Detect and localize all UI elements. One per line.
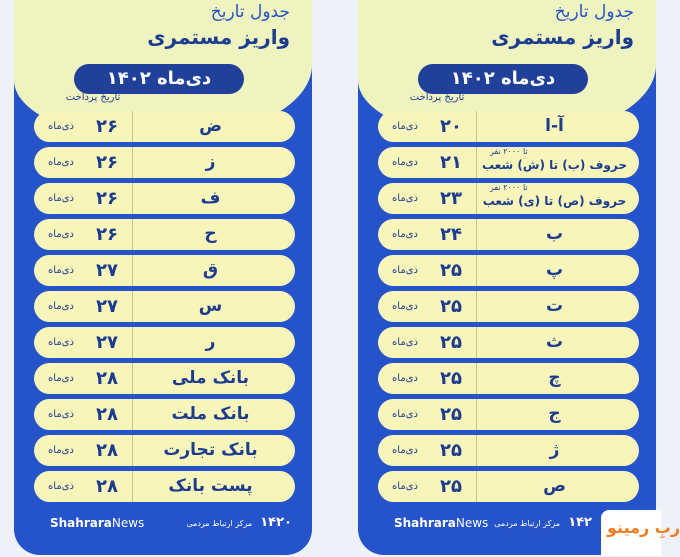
title-line-2: واریز مستمری bbox=[147, 25, 290, 49]
date-cell bbox=[34, 255, 133, 286]
schedule-row bbox=[34, 255, 295, 286]
title-line-2: واریز مستمری bbox=[491, 25, 634, 49]
group-label: ث bbox=[545, 332, 564, 352]
day-number: ۲۷ bbox=[96, 332, 118, 353]
watermark-text: ربِ رمینو bbox=[607, 518, 680, 537]
date-cell bbox=[378, 399, 477, 430]
day-number: ۲۶ bbox=[96, 224, 118, 245]
group-label: ز bbox=[205, 152, 216, 172]
date-cell bbox=[378, 291, 477, 322]
date-cell bbox=[34, 291, 133, 322]
group-label: ب bbox=[545, 224, 564, 244]
day-number: ۲۷ bbox=[96, 260, 118, 281]
group-label: پ bbox=[545, 260, 564, 280]
schedule-row bbox=[378, 219, 639, 250]
schedule-row bbox=[34, 327, 295, 358]
day-number: ۲۶ bbox=[96, 188, 118, 209]
month-word: دی‌ماه bbox=[392, 445, 418, 456]
brand-logo bbox=[394, 516, 488, 530]
month-word: دی‌ماه bbox=[392, 265, 418, 276]
month-word: دی‌ماه bbox=[48, 121, 74, 132]
date-cell bbox=[34, 327, 133, 358]
group-label: بانک تجارت bbox=[163, 440, 258, 460]
day-number: ۲۰ bbox=[440, 116, 462, 137]
contact-number: ۱۴۲۰ bbox=[260, 515, 292, 530]
schedule-row bbox=[378, 327, 639, 358]
schedule-row bbox=[378, 471, 639, 502]
day-number: ۲۸ bbox=[96, 404, 118, 425]
month-word: دی‌ماه bbox=[392, 193, 418, 204]
date-cell bbox=[378, 327, 477, 358]
date-cell bbox=[378, 363, 477, 394]
day-number: ۲۷ bbox=[96, 296, 118, 317]
day-number: ۲۵ bbox=[440, 368, 462, 389]
day-number: ۲۵ bbox=[440, 296, 462, 317]
month-word: دی‌ماه bbox=[48, 373, 74, 384]
contact-text: مرکز ارتباط مردمی bbox=[186, 519, 253, 528]
schedule-row bbox=[34, 363, 295, 394]
month-word: دی‌ماه bbox=[48, 157, 74, 168]
schedule-row bbox=[378, 111, 639, 142]
month-word: دی‌ماه bbox=[48, 409, 74, 420]
group-label: ق bbox=[202, 260, 219, 280]
schedule-row bbox=[378, 399, 639, 430]
month-word: دی‌ماه bbox=[48, 265, 74, 276]
date-cell bbox=[34, 111, 133, 142]
date-cell bbox=[34, 147, 133, 178]
branch-size-note: تا ۲۰۰۰ نفر bbox=[490, 183, 528, 192]
schedule-row bbox=[34, 183, 295, 214]
schedule-row bbox=[34, 291, 295, 322]
day-number: ۲۶ bbox=[96, 152, 118, 173]
group-label: ص bbox=[543, 476, 566, 496]
schedule-row bbox=[378, 363, 639, 394]
date-cell bbox=[378, 147, 477, 178]
brand-bold: Shahrara bbox=[394, 516, 456, 530]
day-number: ۲۸ bbox=[96, 440, 118, 461]
group-label: ت bbox=[545, 296, 564, 316]
group-label: حروف (ب) تا (ش) شعب bbox=[481, 158, 628, 172]
schedule-row bbox=[34, 399, 295, 430]
group-label: ف bbox=[200, 188, 221, 208]
schedule-row bbox=[378, 291, 639, 322]
date-cell bbox=[378, 255, 477, 286]
schedule-row bbox=[378, 255, 639, 286]
month-word: دی‌ماه bbox=[48, 229, 74, 240]
date-cell bbox=[34, 399, 133, 430]
group-label: حروف (ص) تا (ی) شعب bbox=[482, 194, 627, 208]
group-label: بانک ملت bbox=[171, 404, 250, 424]
month-word: دی‌ماه bbox=[392, 301, 418, 312]
day-number: ۲۱ bbox=[440, 152, 462, 173]
schedule-row bbox=[378, 183, 639, 214]
contact-center bbox=[494, 511, 592, 530]
group-label: ض bbox=[199, 116, 222, 136]
day-number: ۲۵ bbox=[440, 332, 462, 353]
brand-thin: News bbox=[455, 516, 489, 530]
date-cell bbox=[34, 183, 133, 214]
title-line-1: جدول تاریخ bbox=[210, 2, 290, 22]
group-label: ج bbox=[548, 404, 561, 424]
date-cell bbox=[378, 435, 477, 466]
payment-date-label: تاریخ پرداخت bbox=[409, 92, 465, 103]
date-cell bbox=[378, 471, 477, 502]
month-pill: دی‌ماه ۱۴۰۲ bbox=[418, 64, 588, 94]
schedule-row bbox=[378, 147, 639, 178]
title-line-1: جدول تاریخ bbox=[554, 2, 634, 22]
brand-bold: Shahrara bbox=[50, 516, 112, 530]
branch-size-note: تا ۲۰۰۰ نفر bbox=[490, 147, 528, 156]
date-cell bbox=[378, 183, 477, 214]
group-label: س bbox=[198, 296, 223, 316]
date-cell bbox=[34, 471, 133, 502]
day-number: ۲۸ bbox=[96, 368, 118, 389]
group-label: ح bbox=[204, 224, 217, 244]
group-label: ژ bbox=[549, 440, 560, 460]
group-label: بانک ملی bbox=[171, 368, 250, 388]
day-number: ۲۴ bbox=[440, 224, 462, 245]
month-word: دی‌ماه bbox=[48, 481, 74, 492]
group-label: چ bbox=[548, 368, 561, 388]
date-cell bbox=[34, 219, 133, 250]
month-word: دی‌ماه bbox=[392, 481, 418, 492]
month-word: دی‌ماه bbox=[48, 301, 74, 312]
month-word: دی‌ماه bbox=[392, 157, 418, 168]
day-number: ۲۸ bbox=[96, 476, 118, 497]
payment-date-label: تاریخ پرداخت bbox=[65, 92, 121, 103]
day-number: ۲۵ bbox=[440, 260, 462, 281]
date-cell bbox=[34, 435, 133, 466]
date-cell bbox=[34, 363, 133, 394]
group-label: ر bbox=[205, 332, 216, 352]
month-word: دی‌ماه bbox=[392, 121, 418, 132]
group-label: پست بانک bbox=[168, 476, 253, 496]
brand-thin: News bbox=[111, 516, 145, 530]
day-number: ۲۳ bbox=[440, 188, 462, 209]
month-word: دی‌ماه bbox=[392, 409, 418, 420]
contact-number: ۱۴۲ bbox=[568, 515, 592, 530]
date-cell bbox=[378, 219, 477, 250]
day-number: ۲۵ bbox=[440, 440, 462, 461]
month-word: دی‌ماه bbox=[48, 445, 74, 456]
brand-logo bbox=[50, 516, 144, 530]
day-number: ۲۵ bbox=[440, 404, 462, 425]
day-number: ۲۵ bbox=[440, 476, 462, 497]
date-cell bbox=[378, 111, 477, 142]
schedule-row bbox=[34, 147, 295, 178]
schedule-row bbox=[378, 435, 639, 466]
month-word: دی‌ماه bbox=[48, 337, 74, 348]
right-schedule-card bbox=[358, 0, 656, 555]
contact-center bbox=[186, 511, 292, 530]
month-word: دی‌ماه bbox=[392, 229, 418, 240]
schedule-row bbox=[34, 471, 295, 502]
site-watermark-logo bbox=[601, 510, 680, 556]
month-pill: دی‌ماه ۱۴۰۲ bbox=[74, 64, 244, 94]
left-schedule-card bbox=[14, 0, 312, 555]
contact-text: مرکز ارتباط مردمی bbox=[494, 519, 561, 528]
schedule-row bbox=[34, 435, 295, 466]
schedule-row bbox=[34, 111, 295, 142]
month-word: دی‌ماه bbox=[392, 337, 418, 348]
schedule-row bbox=[34, 219, 295, 250]
month-word: دی‌ماه bbox=[392, 373, 418, 384]
group-label: آ-ا bbox=[545, 116, 564, 136]
day-number: ۲۶ bbox=[96, 116, 118, 137]
month-word: دی‌ماه bbox=[48, 193, 74, 204]
